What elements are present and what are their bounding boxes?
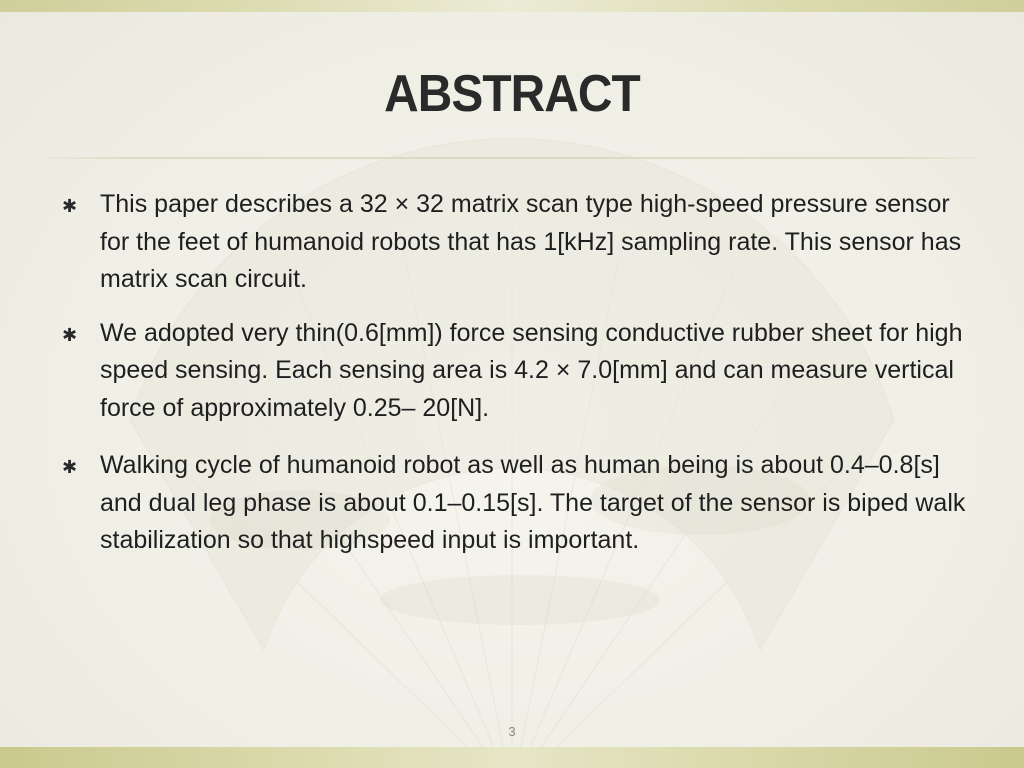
asterisk-bullet-icon: ✱ — [62, 196, 78, 216]
bottom-accent-band — [0, 747, 1024, 768]
asterisk-bullet-icon: ✱ — [62, 457, 78, 477]
asterisk-bullet-icon: ✱ — [62, 324, 78, 345]
page-number: 3 — [508, 724, 516, 739]
slide-title: ABSTRACT — [384, 65, 640, 123]
bullet-text: Walking cycle of humanoid robot as well as human being is about 0.4–0.8[s] and dual leg phase is about 0.1–0.15[s]. The target of the sensor is biped walk stabilization so that highspeed input is important. — [100, 451, 966, 554]
title-divider — [50, 157, 974, 159]
top-accent-band — [0, 0, 1024, 12]
bullet-item — [60, 447, 970, 560]
bullet-text: We adopted very thin(0.6[mm]) force sensing conductive rubber sheet for high speed sensing. Each sensing area is 4.2 × 7.0[mm] and can measure vertical force of approximately 0.25– 20[N]. — [100, 318, 963, 422]
bullet-text: This paper describes a 32 × 32 matrix scan type high-speed pressure sensor for the feet of humanoid robots that has 1[kHz] sampling rate. This sensor has matrix scan circuit. — [100, 190, 962, 293]
bullet-item — [60, 315, 970, 428]
bullet-list — [60, 186, 970, 560]
bullet-item — [60, 186, 970, 299]
